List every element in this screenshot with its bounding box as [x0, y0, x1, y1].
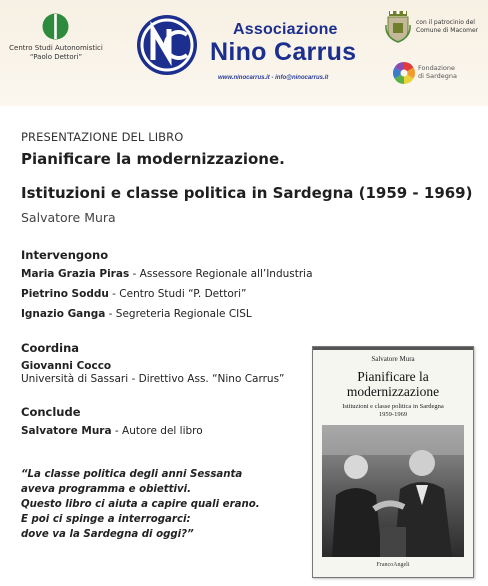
- association-name: Nino Carrus: [210, 38, 357, 66]
- csa-name: Centro Studi Autonomistici “Paolo Dettori”: [9, 44, 103, 61]
- quote-line: Questo libro ci aiuta a capire quali erano.: [21, 499, 260, 510]
- moderator-role: Università di Sassari - Direttivo Ass. “Nino Carrus”: [21, 373, 285, 385]
- quote-line: dove va la Sardegna di oggi?”: [21, 529, 194, 540]
- patronage-text: con il patrocinio del Comune di Macomer: [416, 19, 479, 34]
- quote-line: E poi ci spinge a interrogarci:: [21, 514, 191, 525]
- speaker-name: Pietrino Soddu: [21, 288, 109, 300]
- closing-label: Conclude: [21, 405, 81, 419]
- book-cover: [312, 346, 474, 578]
- quote-block: [21, 467, 291, 542]
- closing-name: Salvatore Mura: [21, 425, 112, 437]
- cover-photo-image: [322, 425, 464, 557]
- book-author: Salvatore Mura: [21, 210, 116, 225]
- speaker-item: [21, 268, 313, 280]
- cover-top-bar: [313, 347, 473, 350]
- cover-author: Salvatore Mura: [371, 355, 415, 363]
- association-contacts: www.ninocarrus.it - info@ninocarrus.it: [218, 75, 329, 81]
- macomer-crest-icon: [385, 11, 411, 43]
- speaker-item: [21, 308, 252, 320]
- fondazione-sardegna-logo-icon: [393, 62, 415, 84]
- speaker-role: - Centro Studi “P. Dettori”: [108, 288, 247, 300]
- closing-role: - Autore del libro: [111, 425, 203, 437]
- closing-speaker: [21, 425, 203, 437]
- moderator-label: Coordina: [21, 341, 80, 355]
- book-title-line1: Pianificare la modernizzazione.: [21, 150, 285, 168]
- speaker-role: - Assessore Regionale all’Industria: [129, 268, 313, 280]
- speaker-name: Ignazio Ganga: [21, 308, 106, 320]
- cover-title: Pianificare la modernizzazione: [346, 369, 440, 399]
- book-title-line2: Istituzioni e classe politica in Sardegna (1959 - 1969): [21, 184, 473, 202]
- speaker-item: [21, 288, 246, 300]
- csa-logo-icon: [42, 13, 69, 40]
- cover-subtitle: Istituzioni e classe politica in Sardegna 1959-1969: [342, 403, 444, 418]
- nino-carrus-logo-icon: [134, 14, 200, 76]
- speaker-name: Maria Grazia Piras: [21, 268, 130, 280]
- speaker-role: - Segreteria Regionale CISL: [105, 308, 252, 320]
- moderator-name: Giovanni Cocco: [21, 360, 112, 372]
- fondazione-text: Fondazione di Sardegna: [418, 64, 458, 80]
- quote-line: aveva programma e obiettivi.: [21, 484, 192, 495]
- header-banner: [0, 0, 488, 106]
- speakers-label: Intervengono: [21, 248, 109, 262]
- association-title: Associazione: [233, 21, 338, 38]
- event-type: PRESENTAZIONE DEL LIBRO: [21, 130, 184, 144]
- cover-publisher: FrancoAngeli: [376, 562, 410, 568]
- quote-line: “La classe politica degli anni Sessanta: [21, 469, 243, 480]
